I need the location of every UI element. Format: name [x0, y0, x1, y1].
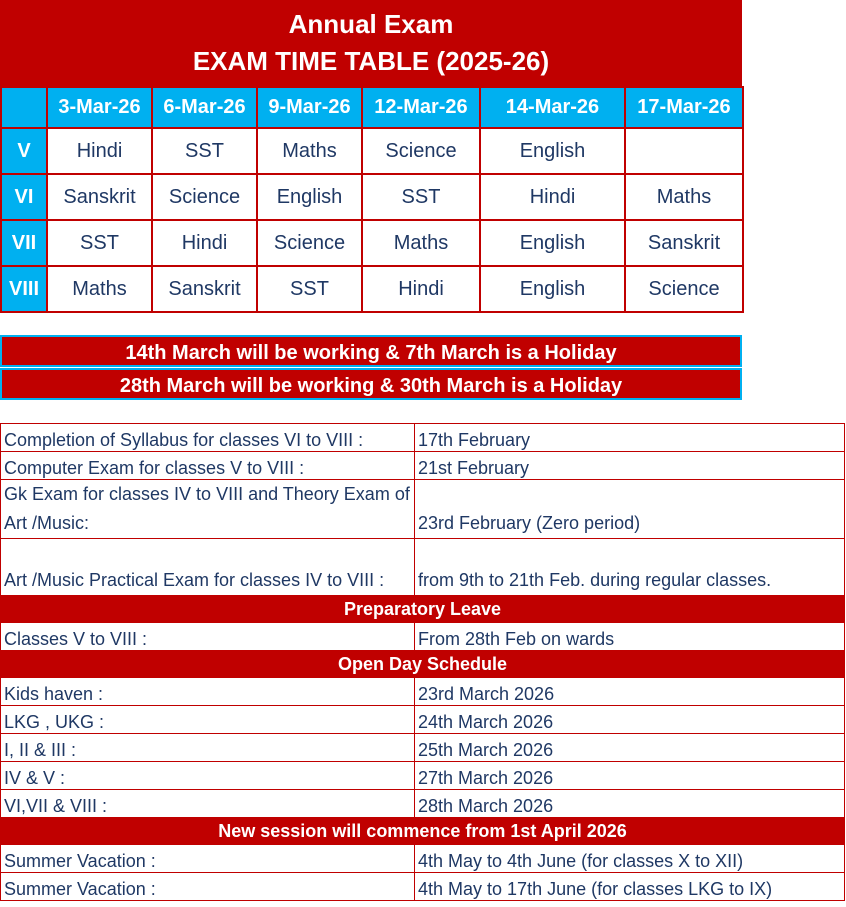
open-day-heading: Open Day Schedule [1, 651, 845, 678]
schedule-row [1, 424, 845, 452]
vacation-label: Summer Vacation : [1, 873, 415, 901]
subject-cell: Sanskrit [152, 266, 257, 312]
date-header: 12-Mar-26 [362, 87, 480, 128]
section-banner-row [1, 596, 845, 623]
schedule-value: 21st February [415, 452, 845, 480]
schedule-value: 17th February [415, 424, 845, 452]
holiday-notice: 14th March will be working & 7th March is a Holiday [0, 335, 742, 367]
open-day-row [1, 762, 845, 790]
vacation-dates: 4th May to 17th June (for classes LKG to IX) [415, 873, 845, 901]
schedule-value: 23rd February (Zero period) [415, 480, 845, 539]
section-banner-row [1, 651, 845, 678]
open-day-row [1, 734, 845, 762]
schedule-value: From 28th Feb on wards [415, 623, 845, 651]
date-header: 14-Mar-26 [480, 87, 625, 128]
subject-cell: SST [47, 220, 152, 266]
class-row [1, 220, 743, 266]
corner-cell [1, 87, 47, 128]
subject-cell: Hindi [47, 128, 152, 174]
schedule-label: Gk Exam for classes IV to VIII and Theory Exam of Art /Music: [1, 480, 415, 539]
open-day-label: IV & V : [1, 762, 415, 790]
subject-cell [625, 128, 743, 174]
holiday-notice: 28th March will be working & 30th March is a Holiday [0, 368, 742, 400]
date-header-row [1, 87, 743, 128]
open-day-label: LKG , UKG : [1, 706, 415, 734]
schedule-label: Classes V to VIII : [1, 623, 415, 651]
subject-cell: Maths [362, 220, 480, 266]
subject-cell: SST [257, 266, 362, 312]
subject-cell: Sanskrit [47, 174, 152, 220]
open-day-date: 24th March 2026 [415, 706, 845, 734]
class-label: VII [1, 220, 47, 266]
open-day-date: 25th March 2026 [415, 734, 845, 762]
open-day-date: 23rd March 2026 [415, 678, 845, 706]
class-label: VIII [1, 266, 47, 312]
schedule-label: Computer Exam for classes V to VIII : [1, 452, 415, 480]
class-row [1, 128, 743, 174]
subject-cell: Maths [625, 174, 743, 220]
subject-cell: English [257, 174, 362, 220]
schedule-label: Art /Music Practical Exam for classes IV to VIII : [1, 539, 415, 596]
page-title: Annual Exam [288, 9, 454, 39]
subject-cell: Science [362, 128, 480, 174]
open-day-label: VI,VII & VIII : [1, 790, 415, 818]
open-day-row [1, 790, 845, 818]
subject-cell: Sanskrit [625, 220, 743, 266]
class-label: V [1, 128, 47, 174]
schedule-value: from 9th to 21th Feb. during regular classes. [415, 539, 845, 596]
schedule-row [1, 623, 845, 651]
preparatory-leave-heading: Preparatory Leave [1, 596, 845, 623]
subject-cell: SST [362, 174, 480, 220]
schedule-label: Completion of Syllabus for classes VI to VIII : [1, 424, 415, 452]
subject-cell: Hindi [152, 220, 257, 266]
open-day-row [1, 706, 845, 734]
exam-timetable [0, 86, 744, 313]
class-row [1, 266, 743, 312]
vacation-label: Summer Vacation : [1, 845, 415, 873]
class-label: VI [1, 174, 47, 220]
subject-cell: English [480, 220, 625, 266]
date-header: 9-Mar-26 [257, 87, 362, 128]
subject-cell: SST [152, 128, 257, 174]
vacation-dates: 4th May to 4th June (for classes X to XII) [415, 845, 845, 873]
open-day-label: I, II & III : [1, 734, 415, 762]
open-day-label: Kids haven : [1, 678, 415, 706]
date-header: 17-Mar-26 [625, 87, 743, 128]
schedule-row [1, 480, 845, 539]
vacation-row [1, 845, 845, 873]
subject-cell: Science [152, 174, 257, 220]
subject-cell: Science [257, 220, 362, 266]
subject-cell: Hindi [480, 174, 625, 220]
class-row [1, 174, 743, 220]
subject-cell: English [480, 266, 625, 312]
page-subtitle: EXAM TIME TABLE (2025-26) [192, 46, 550, 76]
schedule-table [0, 423, 845, 901]
subject-cell: Maths [47, 266, 152, 312]
new-session-heading: New session will commence from 1st April 2026 [1, 818, 845, 845]
vacation-row [1, 873, 845, 901]
section-banner-row [1, 818, 845, 845]
open-day-date: 28th March 2026 [415, 790, 845, 818]
subject-cell: English [480, 128, 625, 174]
date-header: 3-Mar-26 [47, 87, 152, 128]
subject-cell: Hindi [362, 266, 480, 312]
date-header: 6-Mar-26 [152, 87, 257, 128]
exam-timetable-block [0, 0, 742, 313]
subject-cell: Science [625, 266, 743, 312]
title-band [0, 0, 742, 86]
open-day-date: 27th March 2026 [415, 762, 845, 790]
schedule-row [1, 539, 845, 596]
schedule-row [1, 452, 845, 480]
open-day-row [1, 678, 845, 706]
subject-cell: Maths [257, 128, 362, 174]
